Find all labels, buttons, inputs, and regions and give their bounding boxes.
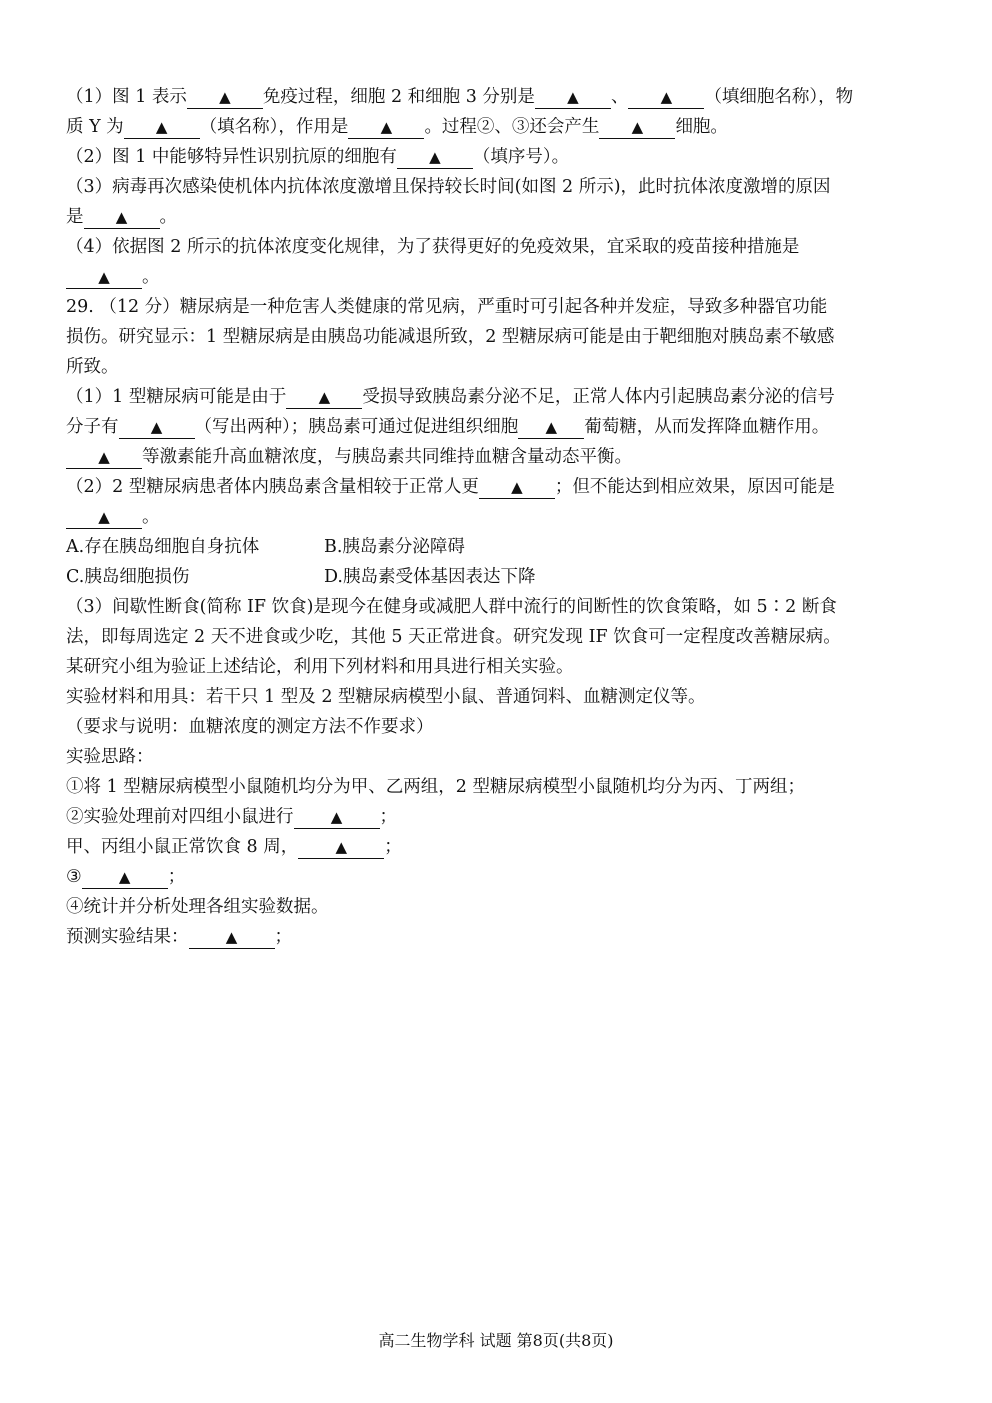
- text-line: [66, 622, 928, 652]
- text-line: [66, 712, 928, 742]
- triangle-icon: ▲: [660, 88, 673, 106]
- text-segment: （4）依据图 2 所示的抗体浓度变化规律，为了获得更好的免疫效果，宜采取的疫苗接种措施是: [66, 237, 800, 257]
- triangle-icon: ▲: [115, 208, 128, 226]
- text-segment: （填序号）。: [472, 147, 570, 167]
- text-segment: （3）间歇性断食(简称 IF 饮食)是现今在健身或减肥人群中流行的间断性的饮食策略，如 5∶2 断食: [66, 597, 837, 617]
- answer-blank[interactable]: [82, 866, 168, 889]
- question-content: [66, 82, 928, 952]
- choice-option: D.胰岛素受体基因表达下降: [324, 567, 536, 587]
- triangle-icon: ▲: [98, 508, 110, 526]
- triangle-icon: ▲: [335, 838, 348, 856]
- answer-blank[interactable]: [189, 926, 275, 949]
- text-segment: ；: [384, 837, 402, 857]
- text-segment: ④统计并分析处理各组实验数据。: [66, 897, 329, 917]
- text-segment: 。: [142, 267, 160, 287]
- answer-blank[interactable]: [84, 206, 160, 229]
- text-line: [66, 832, 928, 862]
- text-line: [66, 352, 928, 382]
- triangle-icon: ▲: [545, 418, 558, 436]
- text-segment: （1）1 型糖尿病可能是由于: [66, 387, 287, 407]
- text-segment: 实验思路：: [66, 747, 154, 767]
- text-segment: （要求与说明：血糖浓度的测定方法不作要求）: [66, 717, 434, 737]
- text-line: [66, 892, 928, 922]
- text-line: [66, 652, 928, 682]
- triangle-icon: ▲: [98, 268, 110, 286]
- text-segment: 预测实验结果：: [66, 927, 189, 947]
- text-segment: 质 Y 为: [66, 117, 124, 137]
- triangle-icon: ▲: [567, 88, 579, 106]
- triangle-icon: ▲: [155, 118, 168, 136]
- text-line: [66, 202, 928, 232]
- text-segment: 损伤。研究显示：1 型糖尿病是由胰岛功能减退所致，2 型糖尿病可能是由于靶细胞对胰岛素不敏感: [66, 327, 835, 347]
- choice-option: C.胰岛细胞损伤: [66, 567, 190, 587]
- text-segment: （1）图 1 表示: [66, 87, 187, 107]
- text-line: [66, 682, 928, 712]
- triangle-icon: ▲: [631, 118, 644, 136]
- answer-blank[interactable]: [397, 146, 473, 169]
- text-line: [66, 862, 928, 892]
- text-line: [66, 232, 928, 262]
- triangle-icon: ▲: [429, 148, 441, 166]
- text-segment: ；: [167, 867, 186, 887]
- text-line: [66, 412, 928, 442]
- text-line: [66, 292, 928, 322]
- text-line: [66, 112, 928, 142]
- text-segment: 所致。: [66, 357, 119, 377]
- text-line: [66, 532, 928, 562]
- text-segment: ；: [274, 927, 292, 947]
- answer-blank[interactable]: [286, 386, 362, 409]
- text-line: [66, 772, 928, 802]
- answer-blank[interactable]: [535, 86, 611, 109]
- text-segment: （2）2 型糖尿病患者体内胰岛素含量相较于正常人更: [66, 477, 479, 497]
- triangle-icon: ▲: [318, 388, 331, 406]
- text-line: [66, 172, 928, 202]
- answer-blank[interactable]: [119, 416, 195, 439]
- text-segment: （写出两种）；胰岛素可通过促进组织细胞: [194, 417, 519, 437]
- answer-blank[interactable]: [66, 506, 142, 529]
- answer-blank[interactable]: [124, 116, 200, 139]
- answer-blank[interactable]: [518, 416, 584, 439]
- answer-blank[interactable]: [294, 806, 380, 829]
- text-segment: 细胞。: [675, 117, 728, 137]
- text-segment: （3）病毒再次感染使机体内抗体浓度激增且保持较长时间(如图 2 所示)，此时抗体浓度激增的原因: [66, 177, 831, 197]
- answer-blank[interactable]: [66, 266, 142, 289]
- text-segment: ；但不能达到相应效果，原因可能是: [554, 477, 835, 497]
- text-line: [66, 922, 928, 952]
- text-segment: 是: [66, 207, 84, 227]
- answer-blank[interactable]: [348, 116, 424, 139]
- answer-blank[interactable]: [479, 476, 555, 499]
- text-segment: （填细胞名称），物: [704, 87, 854, 107]
- text-segment: 受损导致胰岛素分泌不足，正常人体内引起胰岛素分泌的信号: [362, 387, 835, 407]
- text-segment: 葡萄糖，从而发挥降血糖作用。: [584, 417, 830, 437]
- triangle-icon: ▲: [150, 418, 163, 436]
- text-line: [66, 262, 928, 292]
- choice-option: B.胰岛素分泌障碍: [324, 537, 465, 557]
- text-segment: 等激素能升高血糖浓度，与胰岛素共同维持血糖含量动态平衡。: [142, 447, 632, 467]
- text-segment: 甲、丙组小鼠正常饮食 8 周，: [66, 837, 299, 857]
- text-line: [66, 592, 928, 622]
- text-line: [66, 472, 928, 502]
- choice-option: A.存在胰岛细胞自身抗体: [66, 537, 260, 557]
- text-line: [66, 802, 928, 832]
- text-segment: 29. （12 分）糖尿病是一种危害人类健康的常见病，严重时可引起各种并发症，导致多种器官功能: [66, 297, 828, 317]
- text-segment: ②实验处理前对四组小鼠进行: [66, 807, 294, 827]
- answer-blank[interactable]: [298, 836, 384, 859]
- text-segment: 法，即每周选定 2 天不进食或少吃，其他 5 天正常进食。研究发现 IF 饮食可一定程度改善糖尿病。: [66, 627, 841, 647]
- triangle-icon: ▲: [225, 928, 238, 946]
- answer-blank[interactable]: [628, 86, 704, 109]
- answer-blank[interactable]: [66, 446, 142, 469]
- text-line: [66, 562, 928, 592]
- triangle-icon: ▲: [118, 868, 131, 886]
- text-segment: 实验材料和用具：若干只 1 型及 2 型糖尿病模型小鼠、普通饲料、血糖测定仪等。: [66, 687, 706, 707]
- answer-blank[interactable]: [187, 86, 263, 109]
- triangle-icon: ▲: [330, 808, 343, 826]
- text-line: [66, 142, 928, 172]
- text-segment: ①将 1 型糖尿病模型小鼠随机均分为甲、乙两组，2 型糖尿病模型小鼠随机均分为丙、丁两组；: [66, 777, 805, 797]
- text-segment: 免疫过程，细胞 2 和细胞 3 分别是: [262, 87, 535, 107]
- text-segment: 。过程②、③还会产生: [424, 117, 600, 137]
- text-segment: ；: [379, 807, 397, 827]
- answer-blank[interactable]: [599, 116, 675, 139]
- text-segment: 。: [142, 507, 160, 527]
- text-segment: 。: [159, 207, 177, 227]
- text-line: [66, 502, 928, 532]
- text-segment: 某研究小组为验证上述结论，利用下列材料和用具进行相关实验。: [66, 657, 574, 677]
- text-segment: （2）图 1 中能够特异性识别抗原的细胞有: [66, 147, 397, 167]
- text-line: [66, 442, 928, 472]
- triangle-icon: ▲: [511, 478, 523, 496]
- text-segment: （填名称），作用是: [199, 117, 349, 137]
- text-line: [66, 322, 928, 352]
- text-line: [66, 82, 928, 112]
- page-footer: 高二生物学科 试题 第8页(共8页): [378, 1331, 614, 1350]
- triangle-icon: ▲: [219, 88, 231, 106]
- triangle-icon: ▲: [98, 448, 110, 466]
- triangle-icon: ▲: [380, 118, 393, 136]
- text-segment: 、: [610, 87, 629, 107]
- text-segment: 分子有: [66, 417, 119, 437]
- text-line: [66, 742, 928, 772]
- text-line: [66, 382, 928, 412]
- text-segment: ③: [66, 867, 82, 887]
